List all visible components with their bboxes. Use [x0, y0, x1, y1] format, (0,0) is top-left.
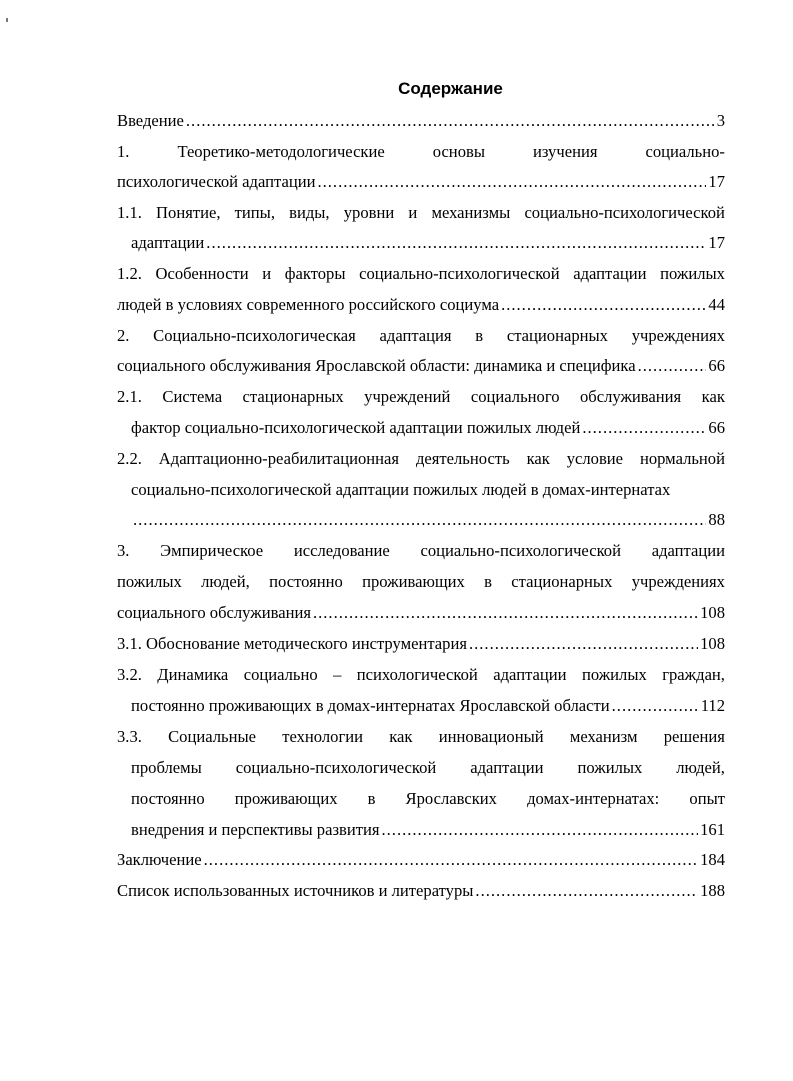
word: адаптации	[651, 541, 725, 560]
word: Социальные	[168, 727, 256, 746]
word: 2.1.	[117, 387, 142, 406]
word: механизмы	[431, 203, 511, 222]
word: инновационый	[438, 727, 544, 746]
toc-entry-label: Заключение	[117, 850, 202, 869]
leader-dots	[638, 354, 707, 378]
word: социально-	[645, 142, 725, 161]
word: постоянно	[131, 789, 205, 808]
word: учреждений	[364, 387, 451, 406]
leader-dots	[501, 293, 706, 317]
word: 2.2.	[117, 449, 142, 468]
word: Адаптационно-реабилитационная	[158, 449, 400, 468]
toc-entry-ch1-line1[interactable]	[117, 140, 725, 164]
word: социального	[470, 387, 560, 406]
toc-page-number: 108	[700, 603, 725, 622]
toc-entry-s12-line2[interactable]	[117, 293, 725, 317]
word: обслуживания	[580, 387, 682, 406]
toc-entry-s12-line1[interactable]	[117, 262, 725, 286]
toc-entry-s33-line1[interactable]	[117, 725, 725, 749]
word: Особенности	[155, 264, 249, 283]
word: граждан,	[662, 665, 725, 684]
word: адаптация	[379, 326, 452, 345]
word: 1.	[117, 142, 130, 161]
word: технологии	[282, 727, 364, 746]
word: Система	[162, 387, 223, 406]
toc-entry-s22-line1[interactable]	[117, 447, 725, 471]
toc-page-number: 17	[708, 172, 725, 191]
word: адаптации	[470, 758, 544, 777]
toc-entry-label: внедрения и перспективы развития	[131, 820, 380, 839]
word: как	[526, 449, 550, 468]
word: социально-психологической	[524, 203, 725, 222]
word: 1.1.	[117, 203, 142, 222]
word: опыт	[689, 789, 725, 808]
word: психологической	[356, 665, 478, 684]
toc-page-number: 188	[700, 881, 725, 900]
toc-entry-conclusion[interactable]	[117, 848, 725, 872]
word: деятельность	[415, 449, 510, 468]
word: проживающих	[362, 572, 465, 591]
word: Понятие,	[156, 203, 221, 222]
leader-dots	[475, 879, 698, 903]
toc-entry-s11-line2[interactable]	[131, 231, 725, 255]
word: уровни	[343, 203, 395, 222]
word: адаптации	[573, 264, 647, 283]
toc-entry-label: психологической адаптации	[117, 172, 316, 191]
toc-entry-label: социального обслуживания	[117, 603, 311, 622]
word: 3.3.	[117, 727, 142, 746]
toc-entry-intro[interactable]	[117, 109, 725, 133]
toc-page-number: 3	[716, 111, 725, 130]
scan-mark	[6, 18, 8, 22]
leader-dots	[382, 818, 699, 842]
toc-entry-ch2-line2[interactable]	[117, 354, 725, 378]
word: условие	[566, 449, 624, 468]
toc-entry-references[interactable]	[117, 879, 725, 903]
toc-page-number: 112	[700, 696, 725, 715]
word: социально-психологической	[359, 264, 560, 283]
word: пожилых	[577, 758, 643, 777]
word: 3.2.	[117, 665, 142, 684]
word: постоянно	[269, 572, 343, 591]
leader-dots	[469, 632, 698, 656]
leader-dots	[313, 601, 698, 625]
toc-page-number: 44	[708, 295, 725, 314]
word: –	[333, 665, 342, 684]
toc-entry-s21-line2[interactable]	[131, 416, 725, 440]
toc-entry-ch3-line2[interactable]	[117, 570, 725, 594]
word: людей,	[201, 572, 250, 591]
word: пожилых	[660, 264, 725, 283]
word: стационарных	[242, 387, 344, 406]
toc-entry-s33-line3[interactable]	[131, 787, 725, 811]
word: пожилых	[581, 665, 647, 684]
toc-entry-ch1-line2[interactable]	[117, 170, 725, 194]
toc-entry-ch3-line1[interactable]	[117, 539, 725, 563]
word: виды,	[289, 203, 330, 222]
toc-page-number: 66	[708, 418, 725, 437]
word: и	[262, 264, 272, 283]
word: Ярославских	[405, 789, 497, 808]
toc-page-number: 108	[700, 634, 725, 653]
toc-entry-label: 3.1. Обоснование методического инструментария	[117, 634, 467, 653]
word: проблемы	[131, 758, 202, 777]
leader-dots	[186, 109, 715, 133]
word: социально	[243, 665, 318, 684]
toc-entry-s33-line2[interactable]	[131, 756, 725, 780]
word: пожилых	[117, 572, 182, 591]
word: механизм	[569, 727, 638, 746]
word: основы	[432, 142, 485, 161]
toc-page-number: 66	[708, 356, 725, 375]
toc-page-number: 161	[700, 820, 725, 839]
word: в	[475, 326, 484, 345]
toc-entry-ch3-line3[interactable]	[117, 601, 725, 625]
word: в	[484, 572, 492, 591]
word: факторы	[284, 264, 346, 283]
toc-entry-s21-line1[interactable]	[117, 385, 725, 409]
toc-entry-s11-line1[interactable]	[117, 201, 725, 225]
toc-page-number: 184	[700, 850, 725, 869]
leader-dots	[206, 231, 706, 255]
word: проживающих	[234, 789, 338, 808]
word: стационарных	[506, 326, 608, 345]
toc-entry-s33-line4[interactable]	[131, 818, 725, 842]
leader-dots	[582, 416, 706, 440]
word: и	[408, 203, 418, 222]
leader-dots	[204, 848, 698, 872]
word: изучения	[532, 142, 598, 161]
toc-entry-label: постоянно проживающих в домах-интернатах Ярославской области	[131, 696, 610, 715]
leader-dots	[612, 694, 699, 718]
toc-page-number: 88	[708, 510, 725, 529]
toc-entry-label: социально-психологической адаптации пожилых людей в домах-интернатах	[131, 480, 671, 499]
word: Социально-психологическая	[153, 326, 356, 345]
toc-entry-label: фактор социально-психологической адаптации пожилых людей	[131, 418, 581, 437]
toc-page-number: 17	[708, 233, 725, 252]
leader-dots	[133, 508, 706, 532]
toc-entry-ch2-line1[interactable]	[117, 324, 725, 348]
word: 1.2.	[117, 264, 142, 283]
word: социально-психологической	[420, 541, 621, 560]
word: социально-психологической	[235, 758, 437, 777]
word: как	[389, 727, 413, 746]
toc-entry-s31[interactable]	[117, 632, 725, 656]
toc-entry-label: Введение	[117, 111, 184, 130]
word: нормальной	[639, 449, 725, 468]
word: типы,	[234, 203, 275, 222]
word: адаптации	[493, 665, 567, 684]
word: 3.	[117, 541, 130, 560]
toc-entry-label: адаптации	[131, 233, 205, 252]
word: учреждениях	[631, 326, 725, 345]
word: в	[367, 789, 376, 808]
toc-entry-s32-line2[interactable]	[131, 694, 725, 718]
word: Теоретико-методологические	[177, 142, 385, 161]
toc-entry-label: социального обслуживания Ярославской области: динамика и специфика	[117, 356, 636, 375]
word: Динамика	[157, 665, 229, 684]
word: решения	[663, 727, 725, 746]
leader-dots	[317, 170, 706, 194]
page-title: Содержание	[398, 79, 503, 98]
word: как	[701, 387, 725, 406]
word: исследование	[293, 541, 390, 560]
toc-entry-s22-line3[interactable]	[131, 508, 725, 532]
word: учреждениях	[631, 572, 725, 591]
word: 2.	[117, 326, 130, 345]
word: домах-интернатах:	[527, 789, 660, 808]
toc-entry-s32-line1[interactable]	[117, 663, 725, 687]
word: стационарных	[511, 572, 613, 591]
toc-entry-label: людей в условиях современного российского социума	[117, 295, 500, 314]
word: людей,	[676, 758, 725, 777]
toc-entry-label: Список использованных источников и литературы	[117, 881, 474, 900]
word: Эмпирическое	[160, 541, 264, 560]
toc-entry-s22-line2[interactable]	[131, 478, 725, 502]
